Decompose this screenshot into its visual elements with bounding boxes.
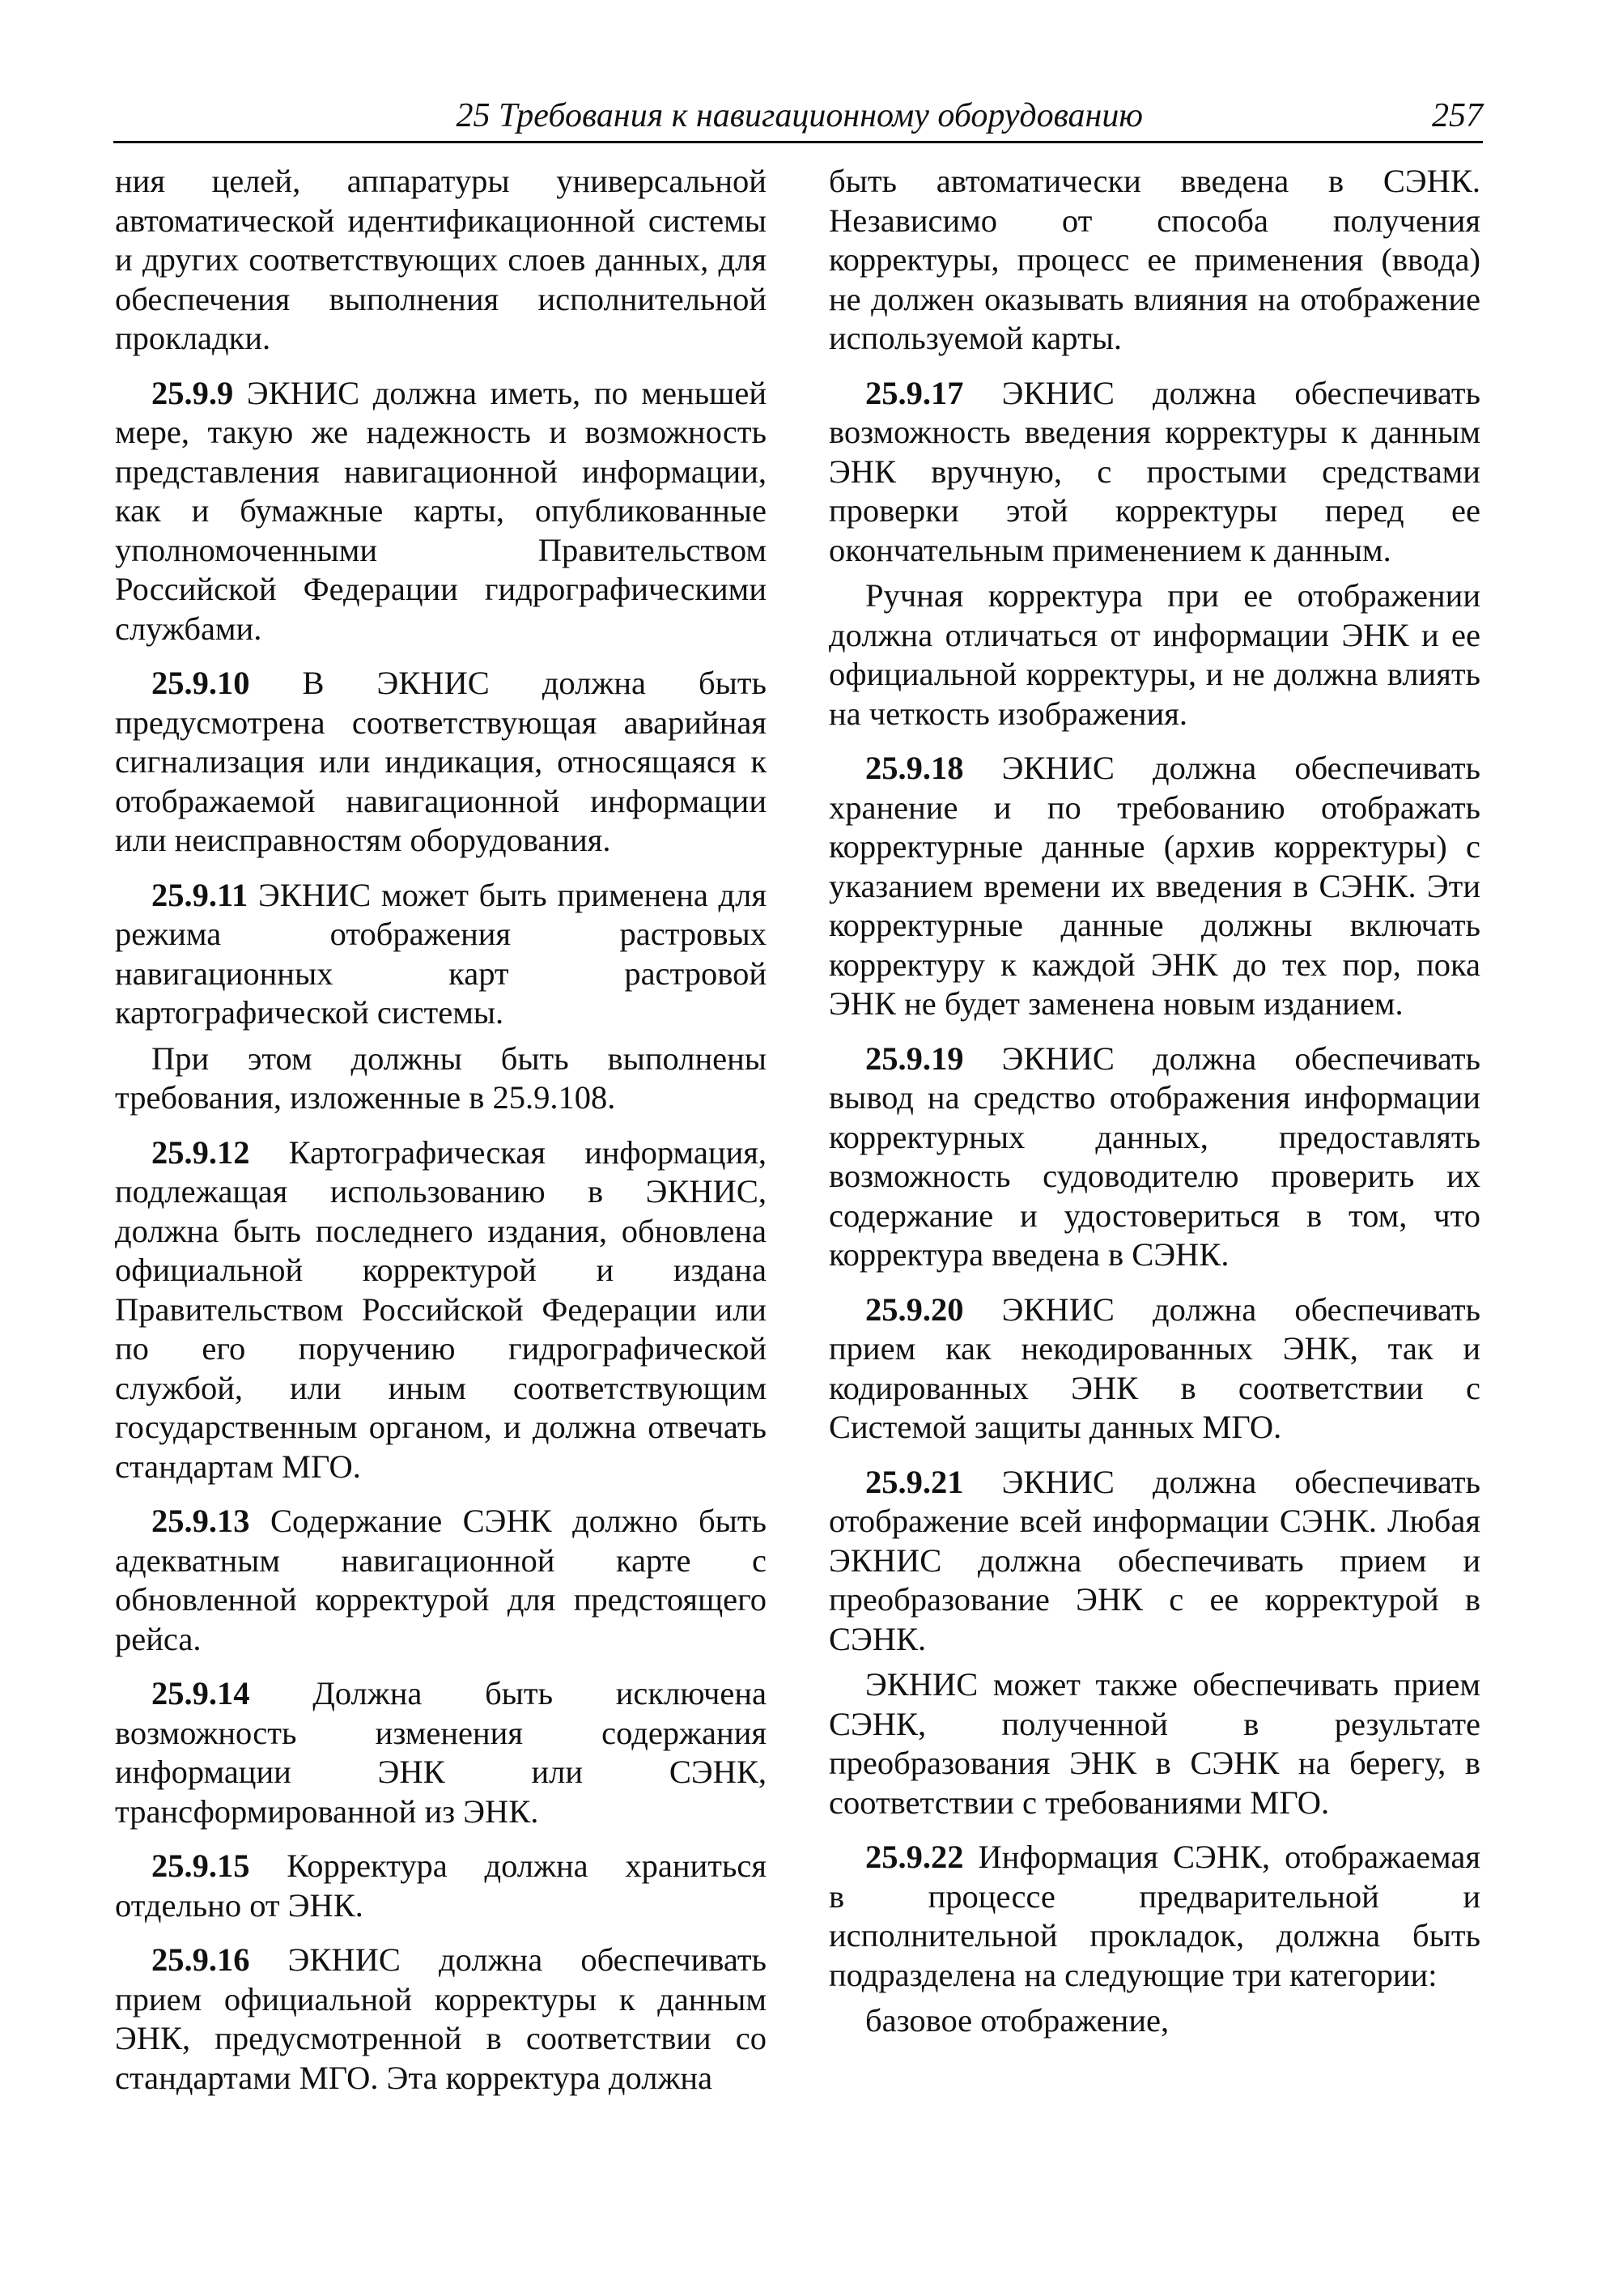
paragraph-25-9-15 bbox=[115, 1847, 767, 1925]
list-item-base-display: базовое отображение, bbox=[865, 2002, 1170, 2039]
clause-text: Корректура должна храниться отдельно от ЭНК. bbox=[115, 1847, 767, 1924]
paragraph-continuation: ния целей, аппаратуры универсальной автоматической идентификационной системы и других соответствующих слоев данных, для обеспечения выполнения исполнительной прокладки. bbox=[115, 163, 767, 356]
clause-number: 25.9.20 bbox=[865, 1290, 964, 1328]
clause-number: 25.9.17 bbox=[865, 374, 964, 411]
clause-text: Должна быть исключена возможность изменения содержания информации ЭНК или СЭНК, трансформированной из ЭНК. bbox=[115, 1675, 767, 1830]
paragraph-25-9-21 bbox=[829, 1463, 1480, 1660]
page-header bbox=[113, 91, 1483, 143]
paragraph-25-9-16 bbox=[115, 1941, 767, 2098]
paragraph-continuation: быть автоматически введена в СЭНК. Независимо от способа получения корректуры, процесс ее применения (ввода) не должен оказывать влияния на отображение используемой карты. bbox=[829, 163, 1480, 356]
clause-number: 25.9.22 bbox=[865, 1839, 964, 1875]
clause-text: ЭКНИС должна обеспечивать вывод на средство отображения информации корректурных данных, предоставлять возможность судоводителю проверить их содержание и удостовериться в том, что корректура введена в СЭНК. bbox=[829, 1040, 1480, 1273]
clause-text: Содержание СЭНК должно быть адекватным навигационной карте с обновленной корректурой для предстоящего рейса. bbox=[115, 1503, 767, 1657]
paragraph-25-9-19 bbox=[829, 1040, 1480, 1275]
clause-text: В ЭКНИС должна быть предусмотрена соответствующая аварийная сигнализация или индикация, относящаяся к отображаемой навигационной информации или неисправностям оборудования. bbox=[115, 665, 767, 858]
paragraph-25-9-13 bbox=[115, 1502, 767, 1659]
clause-number: 25.9.13 bbox=[151, 1503, 250, 1539]
paragraph-25-9-17-note: Ручная корректура при ее отображении должна отличаться от информации ЭНК и ее официальной корректуры, и не должна влиять на четкость изображения. bbox=[829, 577, 1480, 732]
paragraph-25-9-17 bbox=[829, 374, 1480, 571]
paragraph-25-9-14 bbox=[115, 1674, 767, 1831]
clause-number: 25.9.9 bbox=[151, 374, 234, 411]
paragraph-25-9-21-note: ЭКНИС может также обеспечивать прием СЭНК, полученной в результате преобразования ЭНК в СЭНК на берегу, в соответствии с требованиями МГО. bbox=[829, 1666, 1480, 1821]
running-title: 25 Требования к навигационному оборудованию bbox=[456, 97, 1143, 134]
right-column bbox=[829, 162, 1480, 2056]
left-column bbox=[115, 162, 767, 2113]
clause-number: 25.9.12 bbox=[151, 1133, 250, 1171]
paragraph-25-9-18 bbox=[829, 749, 1480, 1024]
clause-text: ЭКНИС может быть применена для режима отображения растровых навигационных карт растровой картографической системы. bbox=[115, 876, 767, 1031]
paragraph-25-9-11-note: При этом должны быть выполнены требования, изложенные в 25.9.108. bbox=[115, 1040, 767, 1116]
clause-number: 25.9.21 bbox=[865, 1463, 964, 1500]
paragraph-25-9-9 bbox=[115, 374, 767, 649]
paragraph-25-9-12 bbox=[115, 1133, 767, 1487]
clause-number: 25.9.10 bbox=[151, 665, 250, 701]
clause-number: 25.9.16 bbox=[151, 1941, 250, 1978]
clause-number: 25.9.18 bbox=[865, 750, 964, 786]
clause-text: ЭКНИС должна обеспечивать прием официальной корректуры к данным ЭНК, предусмотренной в соответствии со стандартами МГО. Эта корректура должна bbox=[115, 1941, 767, 2096]
clause-text: Информация СЭНК, отображаемая в процессе предварительной и исполнительной прокладок, должна быть подразделена на следующие три категории: bbox=[829, 1839, 1480, 1993]
paragraph-25-9-11 bbox=[115, 876, 767, 1033]
paragraph-25-9-22 bbox=[829, 1838, 1480, 1995]
clause-text: ЭКНИС должна иметь, по меньшей мере, такую же надежность и возможность представления навигационной информации, как и бумажные карты, опубликованные уполномоченными Правительством Российской Федерации гидрографическими службами. bbox=[115, 374, 767, 647]
clause-text: ЭКНИС должна обеспечивать возможность введения корректуры к данным ЭНК вручную, с простыми средствами проверки этой корректуры перед ее окончательным применением к данным. bbox=[829, 374, 1480, 568]
clause-text: ЭКНИС должна обеспечивать прием как некодированных ЭНК, так и кодированных ЭНК в соответствии с Системой защиты данных МГО. bbox=[829, 1290, 1480, 1445]
clause-number: 25.9.19 bbox=[865, 1040, 964, 1077]
clause-text: ЭКНИС должна обеспечивать отображение всей информации СЭНК. Любая ЭКНИС должна обеспечивать прием и преобразование ЭНК с ее корректурой в СЭНК. bbox=[829, 1463, 1480, 1657]
clause-number: 25.9.15 bbox=[151, 1847, 250, 1884]
paragraph-25-9-20 bbox=[829, 1290, 1480, 1448]
clause-text: Картографическая информация, подлежащая использованию в ЭКНИС, должна быть последнего издания, обновлена официальной корректурой и издана Правительством Российской Федерации или по его поручению гидрографической службой, или иным соответствующим государственным органом, и должна отвечать стандартам МГО. bbox=[115, 1133, 767, 1485]
page-number: 257 bbox=[1432, 97, 1483, 134]
clause-number: 25.9.11 bbox=[151, 876, 248, 913]
clause-number: 25.9.14 bbox=[151, 1675, 250, 1711]
paragraph-25-9-10 bbox=[115, 664, 767, 861]
clause-text: ЭКНИС должна обеспечивать хранение и по требованию отображать корректурные данные (архив корректуры) с указанием времени их введения в СЭНК. Эти корректурные данные должны включать корректуру к каждой ЭНК до тех пор, пока ЭНК не будет заменена новым изданием. bbox=[829, 750, 1480, 1022]
